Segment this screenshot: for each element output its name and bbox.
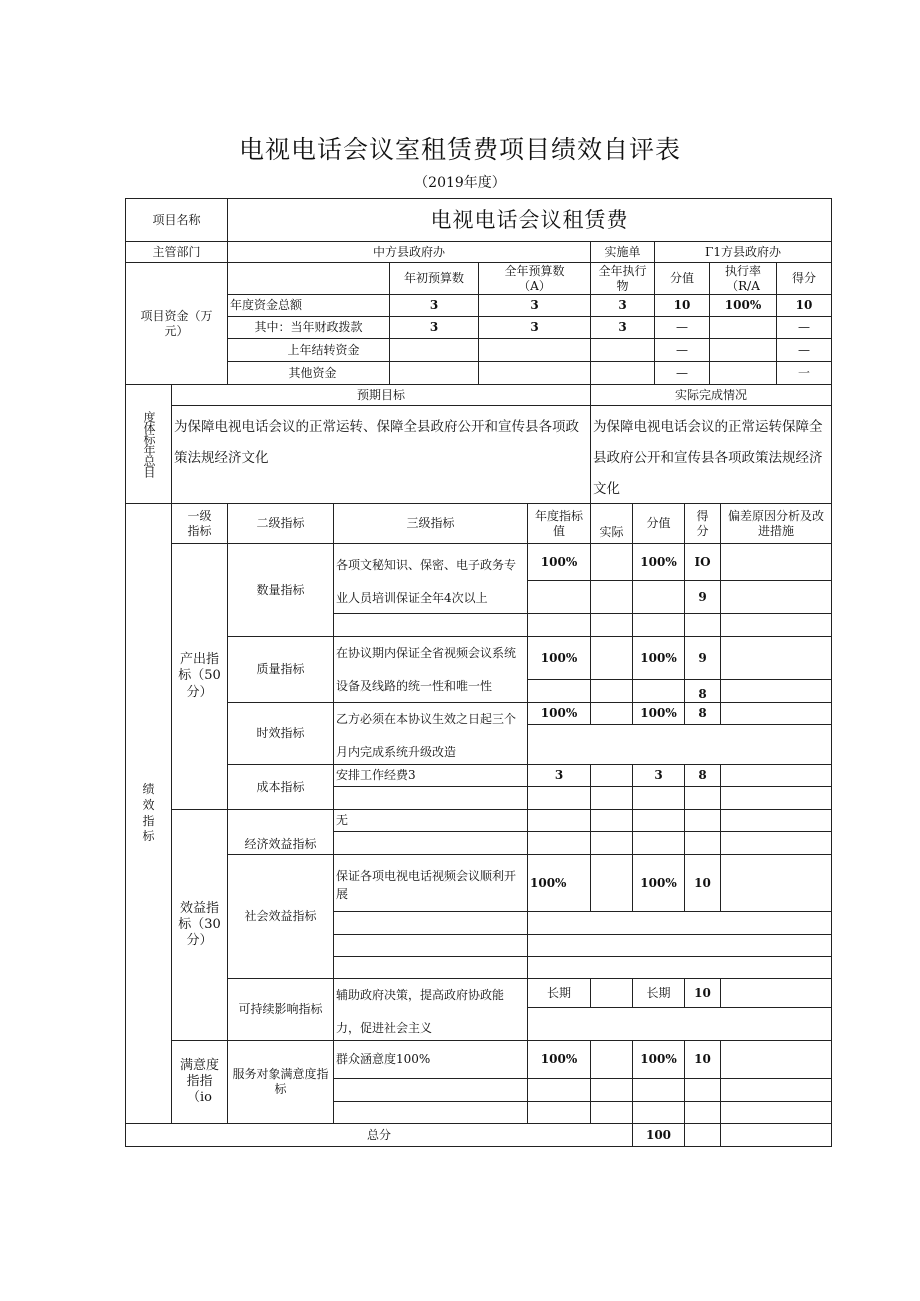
cell-empty: [527, 724, 832, 765]
cell-empty: [684, 1078, 721, 1102]
quantity-value: 100%: [632, 543, 685, 581]
cell-empty: [527, 786, 591, 810]
cell-empty: [684, 613, 721, 637]
timeliness-target: 100%: [527, 702, 591, 725]
funds-cell: [389, 338, 479, 362]
cell-empty: [684, 831, 721, 855]
cell-empty: [720, 1101, 832, 1124]
cell-empty: [590, 613, 633, 637]
funds-row-label: 其他资金: [227, 361, 390, 385]
funds-cell: —: [776, 316, 832, 339]
perf-header-l3: 三级指标: [333, 503, 528, 544]
funds-cell: —: [654, 361, 710, 385]
cell-empty: [720, 702, 832, 725]
cell-empty: [527, 934, 832, 957]
service-score: 10: [684, 1040, 721, 1079]
perf-header-l1: 一级指标: [171, 503, 228, 544]
service-indicator-label: 服务对象满意度指标: [227, 1040, 334, 1124]
funds-header-score-value: 分值: [654, 262, 710, 295]
social-text: 保证各项电视电话视频会议顺利开展: [333, 854, 528, 912]
cell-empty: [527, 956, 832, 979]
cell-empty: [527, 809, 591, 832]
cell-empty: [684, 1101, 721, 1124]
funds-row-label: 上年结转资金: [227, 338, 390, 362]
cell-empty: [720, 613, 832, 637]
benefit-indicator-label: 效益指标（30分）: [171, 809, 228, 1041]
cell-empty: [590, 679, 633, 703]
funds-cell: —: [654, 316, 710, 339]
funds-cell: 3: [590, 316, 655, 339]
funds-cell: 3: [590, 294, 655, 317]
cell-empty: [527, 1007, 832, 1041]
funds-cell: [590, 338, 655, 362]
funds-header-annual: 全年预算数（A）: [478, 262, 591, 295]
quantity-indicator-label: 数量指标: [227, 543, 334, 637]
total-label: 总分: [125, 1123, 633, 1147]
impl-value: Γ1方县政府办: [654, 241, 832, 263]
quantity-text: 各项文秘知识、保密、电子政务专业人员培训保证全年4次以上: [333, 543, 528, 614]
funds-row-label: 年度资金总额: [227, 294, 390, 317]
sustain-text: 辅助政府决策，提高政府协政能力，促进社会主义: [333, 978, 528, 1041]
funds-cell: 3: [389, 316, 479, 339]
cell-empty: [632, 831, 685, 855]
cell-empty: [720, 1123, 832, 1147]
funds-cell: 3: [478, 294, 591, 317]
cost-score: 8: [684, 764, 721, 787]
quantity-score: IO: [684, 543, 721, 581]
economic-text: 无: [333, 809, 528, 832]
funds-header-initial: 年初预算数: [389, 262, 479, 295]
cell-empty: [684, 1123, 721, 1147]
cell-empty: [632, 613, 685, 637]
cell-empty: [333, 934, 528, 957]
timeliness-text: 乙方必须在本协议生效之日起三个月内完成系统升级改造: [333, 702, 528, 765]
funds-cell: [478, 361, 591, 385]
satisfaction-indicator-label: 满意度指指（io: [171, 1040, 228, 1124]
quality-value: 100%: [632, 636, 685, 680]
cell-empty: [720, 636, 832, 680]
quality-indicator-label: 质量指标: [227, 636, 334, 703]
quality-score: 9: [684, 636, 721, 680]
service-value: 100%: [632, 1040, 685, 1079]
output-indicator-label: 产出指标（50分）: [171, 543, 228, 810]
funds-cell: —: [776, 338, 832, 362]
funds-cell: 3: [389, 294, 479, 317]
timeliness-indicator-label: 时效指标: [227, 702, 334, 765]
goals-side-label: 度体标年总目: [125, 384, 172, 504]
timeliness-score: 8: [684, 702, 721, 725]
economic-indicator-label: 经济效益指标: [227, 809, 334, 855]
cost-value: 3: [632, 764, 685, 787]
cell-empty: [333, 911, 528, 935]
cell-empty: [720, 809, 832, 832]
perf-header-reason: 偏差原因分析及改进措施: [720, 503, 832, 544]
funds-row-label: 其中：当年财政拨款: [227, 316, 390, 339]
timeliness-value: 100%: [632, 702, 685, 725]
cell-empty: [720, 580, 832, 614]
cell-empty: [333, 1101, 528, 1124]
quantity-score-2: 9: [684, 580, 721, 614]
cell-empty: [720, 764, 832, 787]
sustain-target: 长期: [527, 978, 591, 1008]
cell-empty: [527, 831, 591, 855]
project-name-label: 项目名称: [125, 198, 228, 242]
cell-empty: [720, 854, 832, 912]
cell-empty: [590, 831, 633, 855]
perf-header-score-value: 分值: [632, 503, 685, 544]
cell-empty: [333, 831, 528, 855]
cell-empty: [632, 580, 685, 614]
cell-empty: [590, 854, 633, 912]
social-score: 10: [684, 854, 721, 912]
funds-cell: —: [654, 338, 710, 362]
funds-cell: [709, 338, 777, 362]
cell-empty: [527, 613, 591, 637]
cell-empty: [720, 1078, 832, 1102]
perf-header-actual: 实际: [590, 503, 633, 544]
cell-empty: [333, 1078, 528, 1102]
cell-empty: [590, 809, 633, 832]
funds-cell: 一: [776, 361, 832, 385]
funds-header-score: 得分: [776, 262, 832, 295]
cell-empty: [590, 978, 633, 1008]
cell-empty: [684, 786, 721, 810]
cell-empty: [527, 911, 832, 935]
cell-empty: [720, 831, 832, 855]
cell-empty: [632, 1078, 685, 1102]
cell-empty: [720, 679, 832, 703]
cell-empty: [684, 809, 721, 832]
cell-empty: [590, 1040, 633, 1079]
funds-header-executed: 全年执行物: [590, 262, 655, 295]
cell-empty: [632, 679, 685, 703]
cost-indicator-label: 成本指标: [227, 764, 334, 810]
goals-actual-label: 实际完成情况: [590, 384, 832, 406]
perf-side-label: 绩效指标: [125, 503, 172, 1124]
funds-cell: [478, 338, 591, 362]
social-indicator-label: 社会效益指标: [227, 854, 334, 979]
perf-header-l2: 二级指标: [227, 503, 334, 544]
cell-empty: [720, 786, 832, 810]
funds-cell: 3: [478, 316, 591, 339]
cell-empty: [333, 613, 528, 637]
funds-cell: 100%: [709, 294, 777, 317]
funds-header-rate: 执行率（R/A: [709, 262, 777, 295]
cost-target: 3: [527, 764, 591, 787]
service-target: 100%: [527, 1040, 591, 1079]
quality-target: 100%: [527, 636, 591, 680]
dept-label: 主管部门: [125, 241, 228, 263]
cell-empty: [590, 786, 633, 810]
funds-cell: [590, 361, 655, 385]
cell-empty: [632, 1101, 685, 1124]
cell-empty: [527, 1078, 591, 1102]
funds-cell: [709, 316, 777, 339]
funds-cell: 10: [654, 294, 710, 317]
document-year: （2019年度）: [414, 175, 506, 191]
cell-empty: [720, 543, 832, 581]
social-value: 100%: [632, 854, 685, 912]
quality-text: 在协议期内保证全省视频会议系统设备及线路的统一性和唯一性: [333, 636, 528, 703]
dept-value: 中方县政府办: [227, 241, 591, 263]
cell-empty: [590, 580, 633, 614]
cell-empty: [590, 1101, 633, 1124]
cell-empty: [720, 978, 832, 1008]
funds-label: 项目资金（万元）: [125, 262, 228, 385]
cell-empty: [527, 1101, 591, 1124]
cell-empty: [590, 543, 633, 581]
cell-empty: [590, 764, 633, 787]
sustain-value: 长期: [632, 978, 685, 1008]
cell-empty: [590, 636, 633, 680]
quantity-target: 100%: [527, 543, 591, 581]
cell-empty: [590, 702, 633, 725]
funds-cell: 10: [776, 294, 832, 317]
goals-expected-text: 为保障电视电话会议的正常运转、保障全县政府公开和宣传县各项政策法规经济文化: [171, 405, 591, 504]
quality-score-2: 8: [684, 679, 721, 703]
sustain-score: 10: [684, 978, 721, 1008]
cost-text: 安排工作经费3: [333, 764, 528, 787]
sustain-indicator-label: 可持续影响指标: [227, 978, 334, 1041]
project-name: 电视电话会议租赁费: [227, 198, 832, 242]
cell-empty: [632, 786, 685, 810]
cell-empty: [527, 679, 591, 703]
social-target: 100%: [527, 854, 591, 912]
perf-header-target: 年度指标值: [527, 503, 591, 544]
total-value: 100: [632, 1123, 685, 1147]
funds-cell: [389, 361, 479, 385]
goals-expected-label: 预期目标: [171, 384, 591, 406]
cell-empty: [333, 786, 528, 810]
funds-cell: [709, 361, 777, 385]
goals-actual-text: 为保障电视电话会议的正常运转保障全县政府公开和宣传县各项政策法规经济文化: [590, 405, 832, 504]
cell-empty: [527, 580, 591, 614]
perf-header-score: 得分: [684, 503, 721, 544]
funds-header-blank: [227, 262, 390, 295]
cell-empty: [720, 1040, 832, 1079]
service-text: 群众涵意度100%: [333, 1040, 528, 1079]
impl-label: 实施单: [590, 241, 655, 263]
document-title: 电视电话会议室租赁费项目绩效自评表: [238, 135, 681, 164]
cell-empty: [333, 956, 528, 979]
cell-empty: [590, 1078, 633, 1102]
cell-empty: [632, 809, 685, 832]
